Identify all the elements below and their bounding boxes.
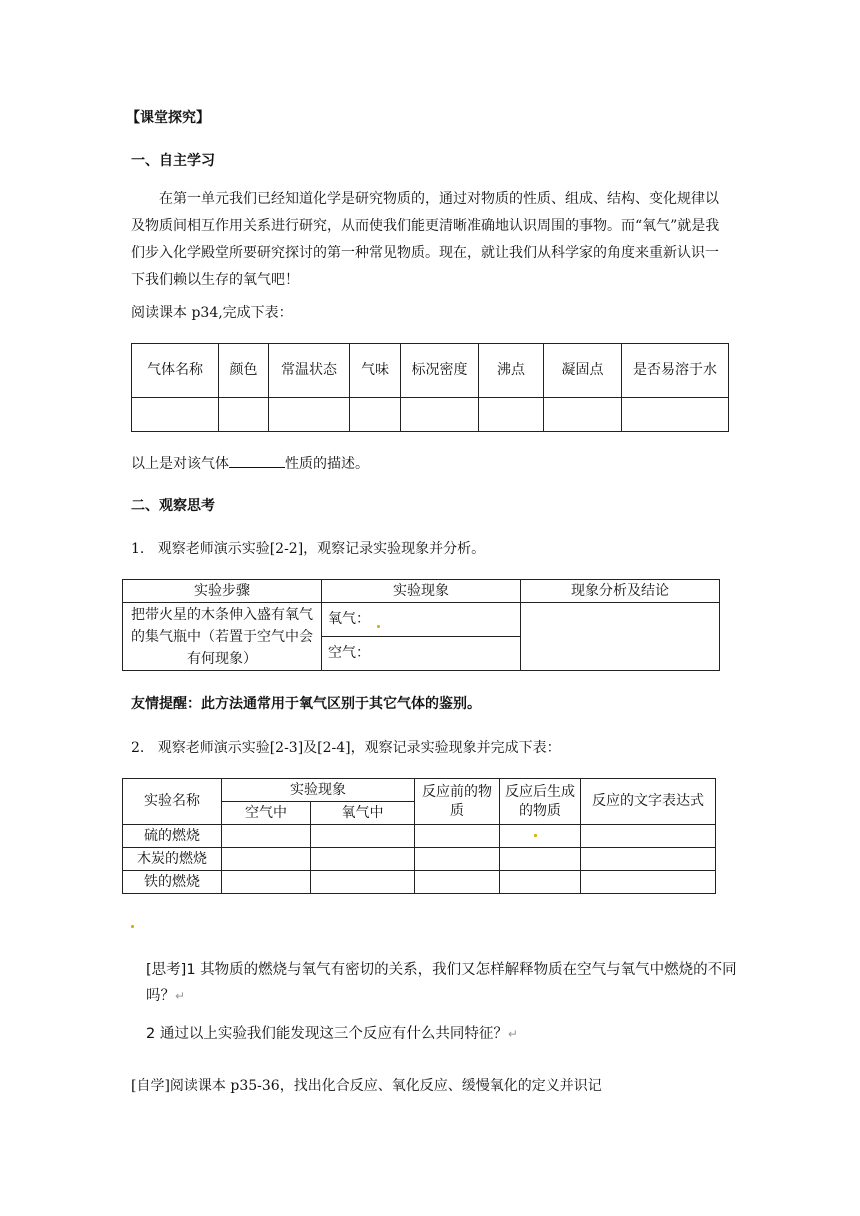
header-freezing-point: 凝固点 bbox=[544, 344, 622, 398]
cell-blank[interactable] bbox=[219, 398, 269, 432]
header-phenomenon: 实验现象 bbox=[222, 779, 415, 802]
analysis-cell[interactable] bbox=[521, 603, 720, 671]
scan-dot bbox=[534, 834, 537, 837]
item2-text: 2. 观察老师演示实验[2-3]及[2-4]，观察记录实验现象并完成下表： bbox=[131, 740, 561, 756]
row-label: 铁的燃烧 bbox=[123, 871, 222, 894]
step-description: 把带火星的木条伸入盛有氧气的集气瓶中（若置于空气中会有何现象） bbox=[123, 603, 322, 671]
cell-blank[interactable] bbox=[401, 398, 479, 432]
header-color: 颜色 bbox=[219, 344, 269, 398]
oxygen-properties-table bbox=[131, 343, 729, 432]
fill-in-blank[interactable] bbox=[229, 453, 285, 468]
subheader-oxygen: 氧气中 bbox=[311, 802, 415, 825]
oxygen-observation[interactable]: 氧气： bbox=[322, 603, 521, 637]
header-expression: 反应的文字表达式 bbox=[581, 779, 716, 825]
header-boiling-point: 沸点 bbox=[479, 344, 544, 398]
air-observation[interactable]: 空气： bbox=[322, 637, 521, 671]
return-mark: ↵ bbox=[175, 989, 186, 1003]
row-label: 硫的燃烧 bbox=[123, 825, 222, 848]
row-label: 木炭的燃烧 bbox=[123, 848, 222, 871]
cell-blank[interactable] bbox=[479, 398, 544, 432]
experiment-table bbox=[122, 579, 720, 671]
cell-blank[interactable] bbox=[544, 398, 622, 432]
cell-blank[interactable] bbox=[132, 398, 219, 432]
header-experiment-name: 实验名称 bbox=[123, 779, 222, 825]
part2-heading: 二、观察思考 bbox=[131, 498, 215, 514]
header-smell: 气味 bbox=[350, 344, 401, 398]
part1-heading: 一、自主学习 bbox=[131, 153, 215, 169]
reading-instruction: 阅读课本 p34,完成下表： bbox=[131, 305, 293, 321]
cell-blank[interactable] bbox=[622, 398, 729, 432]
header-reactants: 反应前的物质 bbox=[415, 779, 500, 825]
header-step: 实验步骤 bbox=[123, 580, 322, 603]
combustion-table bbox=[122, 778, 716, 894]
item1-text: 1. 观察老师演示实验[2-2]，观察记录实验现象并分析。 bbox=[131, 541, 486, 557]
intro-paragraph: 在第一单元我们已经知道化学是研究物质的，通过对物质的性质、组成、结构、变化规律以及物质间相互作用关系进行研究，从而使我们能更清晰准确地认识周围的事物。而“氧气”就是我们步入化学殿堂所要研究探讨的第一种常见物质。现在，就让我们从科学家的角度来重新认识一下我们赖以生存的氧气吧！ bbox=[131, 191, 720, 288]
summary-line: 以上是对该气体 性质的描述。 bbox=[131, 453, 369, 473]
cell-blank[interactable] bbox=[350, 398, 401, 432]
friendly-tip: 友情提醒：此方法通常用于氧气区别于其它气体的鉴别。 bbox=[131, 696, 481, 712]
self-study-text: [自学]阅读课本 p35-36，找出化合反应、氧化反应、缓慢氧化的定义并识记 bbox=[131, 1078, 602, 1094]
cell-blank[interactable] bbox=[269, 398, 350, 432]
section-title: 【课堂探究】 bbox=[126, 110, 210, 126]
header-phenomenon: 实验现象 bbox=[322, 580, 521, 603]
header-products: 反应后生成的物质 bbox=[500, 779, 581, 825]
scan-dot bbox=[131, 925, 134, 928]
scan-dot bbox=[377, 625, 380, 628]
thinking-question-1: [思考]1 其物质的燃烧与氧气有密切的关系，我们又怎样解释物质在空气与氧气中燃烧的不同吗？↵ bbox=[146, 962, 737, 1004]
return-mark: ↵ bbox=[507, 1027, 518, 1041]
header-density: 标况密度 bbox=[401, 344, 479, 398]
header-solubility: 是否易溶于水 bbox=[622, 344, 729, 398]
header-state: 常温状态 bbox=[269, 344, 350, 398]
subheader-air: 空气中 bbox=[222, 802, 311, 825]
header-gas-name: 气体名称 bbox=[132, 344, 219, 398]
thinking-question-2: 2 通过以上实验我们能发现这三个反应有什么共同特征？↵ bbox=[146, 1026, 518, 1042]
header-analysis: 现象分析及结论 bbox=[521, 580, 720, 603]
